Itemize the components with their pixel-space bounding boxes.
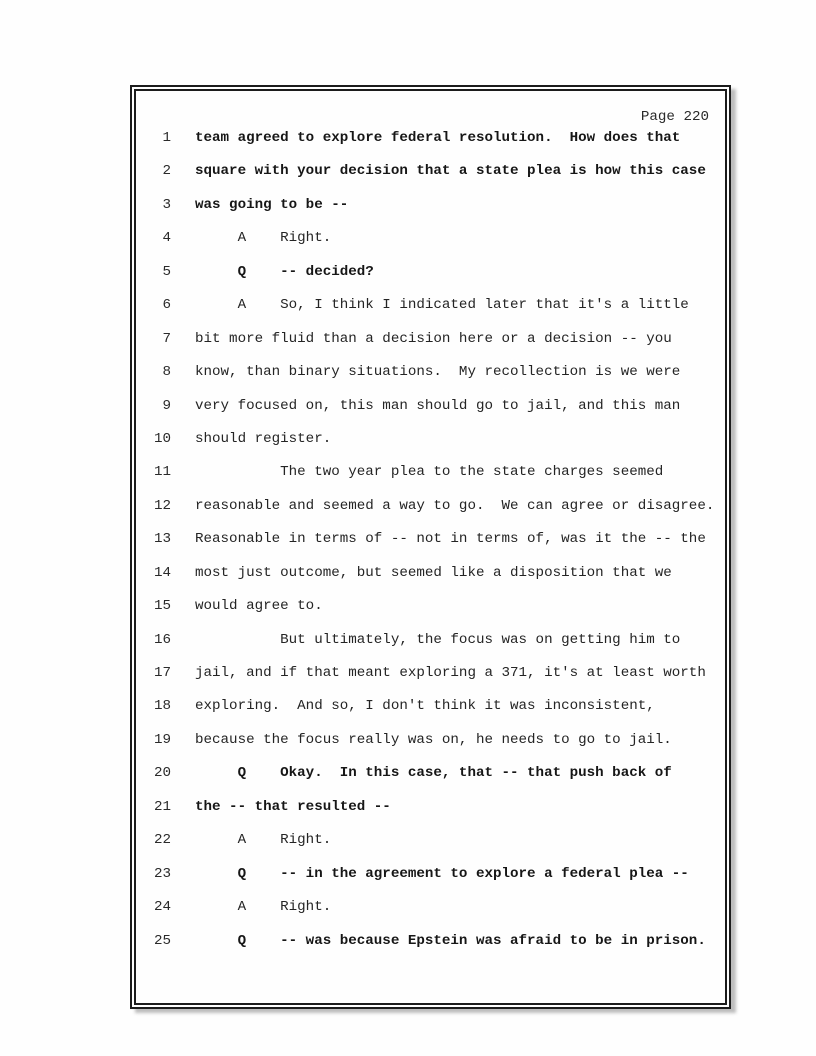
line-text: because the focus really was on, he needs to go to jail.	[195, 731, 672, 748]
transcript-line	[136, 364, 725, 397]
transcript-line	[136, 765, 725, 798]
transcript-line	[136, 732, 725, 765]
line-text: know, than binary situations. My recollection is we were	[195, 364, 681, 381]
transcript-line	[136, 297, 725, 330]
transcript-line	[136, 665, 725, 698]
line-text: A Right.	[195, 899, 332, 916]
line-number: 1	[162, 130, 171, 146]
page-number-label: Page 220	[640, 109, 709, 125]
line-number: 8	[162, 364, 171, 381]
line-text: A Right.	[195, 230, 332, 247]
line-number: 2	[162, 163, 171, 180]
line-text: A So, I think I indicated later that it's a little	[195, 297, 689, 314]
line-text: But ultimately, the focus was on getting him to	[195, 631, 681, 648]
transcript-frame-outer	[130, 85, 731, 1009]
line-number: 20	[153, 765, 171, 782]
line-text: team agreed to explore federal resolution. How does that	[195, 130, 681, 146]
line-number: 14	[153, 564, 171, 581]
line-number: 19	[153, 731, 171, 748]
transcript-line	[136, 866, 725, 899]
line-text: the -- that resulted --	[195, 798, 391, 815]
transcript-line	[136, 698, 725, 731]
transcript-line	[136, 832, 725, 865]
transcript-line	[136, 598, 725, 631]
transcript-line	[136, 230, 725, 263]
transcript-line	[136, 464, 725, 497]
transcript-line	[136, 163, 725, 196]
line-text: square with your decision that a state plea is how this case	[195, 163, 706, 180]
line-text: exploring. And so, I don't think it was inconsistent,	[195, 698, 655, 715]
line-text: The two year plea to the state charges seemed	[195, 464, 664, 481]
line-number: 25	[153, 932, 171, 949]
transcript-lines	[136, 130, 725, 966]
line-text: Q Okay. In this case, that -- that push back of	[195, 765, 672, 782]
transcript-line	[136, 632, 725, 665]
line-number: 21	[153, 798, 171, 815]
line-number: 12	[153, 497, 171, 514]
transcript-line	[136, 130, 725, 163]
line-text: Reasonable in terms of -- not in terms of, was it the -- the	[195, 531, 706, 548]
line-number: 7	[162, 330, 171, 347]
transcript-line	[136, 565, 725, 598]
line-number: 10	[153, 430, 171, 447]
line-text: jail, and if that meant exploring a 371, it's at least worth	[195, 665, 706, 681]
line-number: 17	[153, 665, 171, 681]
line-number: 13	[153, 531, 171, 548]
transcript-line	[136, 799, 725, 832]
line-number: 18	[153, 698, 171, 715]
line-number: 16	[153, 631, 171, 648]
line-number: 9	[162, 397, 171, 414]
line-text: was going to be --	[195, 196, 349, 213]
transcript-line	[136, 498, 725, 531]
line-text: should register.	[195, 430, 332, 447]
line-number: 5	[162, 263, 171, 280]
transcript-line	[136, 431, 725, 464]
transcript-line	[136, 933, 725, 966]
line-text: bit more fluid than a decision here or a decision -- you	[195, 330, 672, 347]
line-number: 11	[153, 464, 171, 481]
line-number: 3	[162, 196, 171, 213]
line-number: 24	[153, 899, 171, 916]
line-number: 4	[162, 230, 171, 247]
line-text: would agree to.	[195, 598, 323, 615]
line-text: reasonable and seemed a way to go. We can agree or disagree.	[195, 497, 715, 514]
line-text: most just outcome, but seemed like a disposition that we	[195, 564, 672, 581]
line-text: Q -- in the agreement to explore a federal plea --	[195, 865, 689, 882]
line-number: 15	[153, 598, 171, 615]
transcript-line	[136, 398, 725, 431]
transcript-line	[136, 264, 725, 297]
transcript-line	[136, 197, 725, 230]
line-text: Q -- decided?	[195, 263, 374, 280]
line-text: Q -- was because Epstein was afraid to be in prison.	[195, 932, 706, 949]
line-text: very focused on, this man should go to jail, and this man	[195, 397, 681, 414]
line-number: 23	[153, 865, 171, 882]
transcript-line	[136, 899, 725, 932]
line-text: A Right.	[195, 832, 332, 849]
transcript-line	[136, 531, 725, 564]
line-number: 6	[162, 297, 171, 314]
transcript-line	[136, 331, 725, 364]
transcript-frame-inner	[134, 89, 727, 1005]
line-number: 22	[153, 832, 171, 849]
